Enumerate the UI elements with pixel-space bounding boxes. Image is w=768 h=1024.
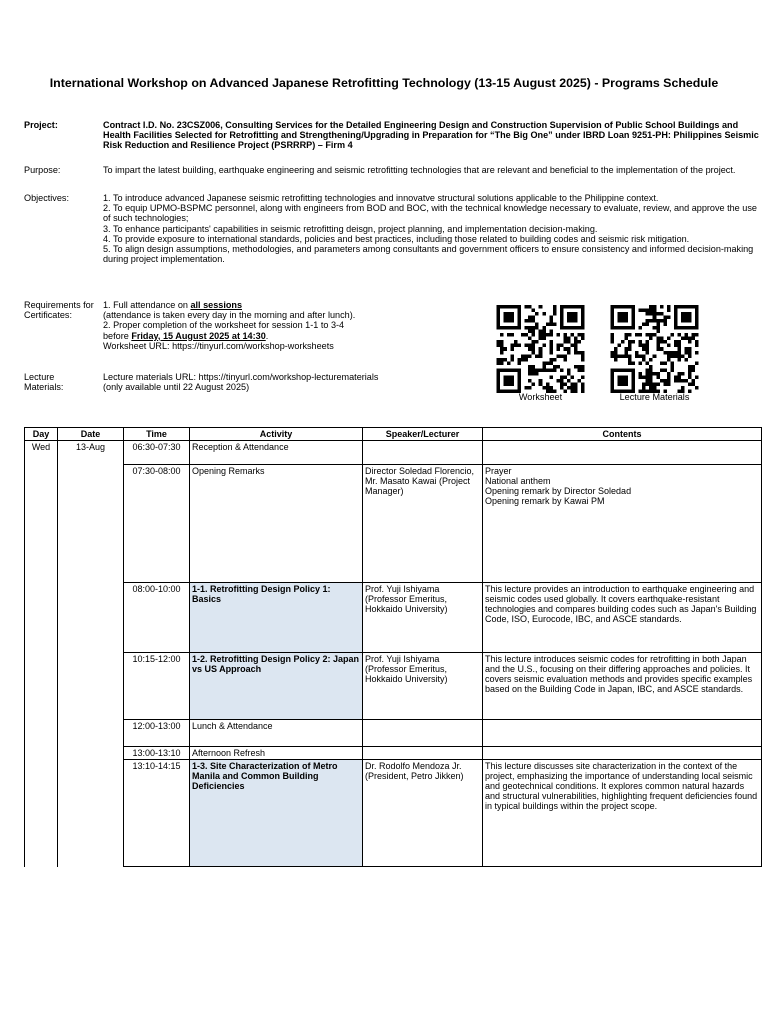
lecture-label-line2: Materials: (24, 382, 64, 393)
cell-day (25, 583, 58, 653)
requirement-line-1: 1. Full attendance on all sessions (103, 300, 243, 310)
worksheet-qr-caption: Worksheet (518, 392, 563, 402)
header-activity: Activity (190, 428, 363, 441)
table-row (25, 720, 762, 747)
worksheet-qr-code-icon[interactable] (495, 305, 586, 393)
cell-time: 07:30-08:00 (124, 465, 190, 583)
cell-speaker: Prof. Yuji Ishiyama (Professor Emeritus, Hokkaido University) (363, 583, 483, 653)
header-day: Day (25, 428, 58, 441)
table-header-row (25, 428, 762, 441)
lecture-availability: (only available until 22 August 2025) (103, 382, 250, 393)
objective-item: 1. To introduce advanced Japanese seismic retrofitting technologies and innovatve structural solutions applicable to the Philippine context. (103, 193, 659, 203)
cell-day (25, 747, 58, 760)
project-label: Project: (24, 120, 58, 130)
cell-activity: 1-2. Retrofitting Design Policy 2: Japan vs US Approach (190, 653, 363, 720)
all-sessions-emphasis: all sessions (190, 300, 243, 310)
cell-activity: Lunch & Attendance (190, 720, 363, 747)
header-date: Date (58, 428, 124, 441)
cell-date: 13-Aug (58, 441, 124, 465)
cell-contents: This lecture introduces seismic codes for retrofitting in both Japan and the U.S., focusing on their differing approaches and policies. It covers seismic evaluation methods and provides specific examples based on the Building Code in Japan, IBC, and ASCE standards. (483, 653, 762, 720)
cell-date (58, 653, 124, 720)
cell-time: 06:30-07:30 (124, 441, 190, 465)
cell-activity: 1-1. Retrofitting Design Policy 1: Basics (190, 583, 363, 653)
requirements-label-line1: Requirements for (24, 300, 94, 310)
lecture-materials-qr-code-icon[interactable] (609, 305, 700, 393)
cell-date (58, 720, 124, 747)
cell-contents (483, 747, 762, 760)
cell-speaker (363, 441, 483, 465)
cell-time: 13:10-14:15 (124, 760, 190, 867)
objectives-label: Objectives: (24, 193, 69, 203)
cell-speaker (363, 747, 483, 760)
cell-date (58, 760, 124, 867)
cell-activity: Afternoon Refresh (190, 747, 363, 760)
page-title: International Workshop on Advanced Japanese Retrofitting Technology (13-15 August 2025) - Programs Schedule (49, 76, 719, 90)
table-row (25, 465, 762, 583)
cell-contents: This lecture discusses site characterization in the context of the project, emphasizing the importance of understanding local seismic and geotechnical conditions. It explores common natural hazards and structural vulnerabilities, highlighting frequent deficiencies found in typical buildings within the project scope. (483, 760, 762, 867)
cell-contents: This lecture provides an introduction to earthquake engineering and seismic codes used globally. It covers earthquake-resistant technologies and compares building codes such as Japan's Building Code, ISO, Eurocode, IBC, and ASCE standards. (483, 583, 762, 653)
objective-item: 2. To equip UPMO-BSPMC personnel, along with engineers from BOD and BOC, with the technical knowledge necessary to evaluate, review, and approve the use of such technologies; (103, 203, 757, 224)
cell-speaker: Director Soledad Florencio, Mr. Masato Kawai (Project Manager) (363, 465, 483, 583)
purpose-label: Purpose: (24, 165, 61, 175)
requirement-line-2: (attendance is taken every day in the morning and after lunch). (103, 310, 356, 321)
cell-contents (483, 441, 762, 465)
cell-date (58, 747, 124, 760)
table-row (25, 760, 762, 867)
cell-activity: 1-3. Site Characterization of Metro Manila and Common Building Deficiencies (190, 760, 363, 867)
cell-activity: Reception & Attendance (190, 441, 363, 465)
table-row (25, 747, 762, 760)
lecture-label-line1: Lecture (24, 372, 55, 382)
header-contents: Contents (483, 428, 762, 441)
table-row (25, 441, 762, 465)
cell-speaker: Prof. Yuji Ishiyama (Professor Emeritus, Hokkaido University) (363, 653, 483, 720)
schedule-table (24, 427, 762, 867)
table-row (25, 583, 762, 653)
cell-speaker: Dr. Rodolfo Mendoza Jr. (President, Petro Jikken) (363, 760, 483, 867)
cell-day (25, 465, 58, 583)
requirement-line-3: 2. Proper completion of the worksheet for session 1-1 to 3-4 (103, 320, 345, 331)
objective-item: 4. To provide exposure to international standards, policies and best practices, including those related to building codes and seismic risk mitigation. (103, 233, 690, 244)
lecture-materials-qr-caption: Lecture Materials (619, 392, 690, 402)
cell-date (58, 583, 124, 653)
purpose-text: To impart the latest building, earthquake engineering and seismic retrofitting technologies that are relevant and beneficial to the implementation of the project. (103, 165, 736, 175)
project-text: Contract I.D. No. 23CSZ006, Consulting Services for the Detailed Engineering Design and Construction Supervision of Public School Buildings and Health Facilities Selected for Retrofitting and Strengthening/Upgrading in Preparation for “The Big One” under IBRD Loan 9251-PH: Philippines Seismic Risk Reduction and Resilience Project (PSRRRP) – Firm 4 (103, 120, 759, 151)
cell-day: Wed (25, 441, 58, 465)
header-time: Time (124, 428, 190, 441)
objective-item: 3. To enhance participants' capabilities in seismic retrofitting deisgn, project planning, and implementation decision-making. (103, 223, 598, 234)
cell-day (25, 653, 58, 720)
cell-day (25, 720, 58, 747)
cell-time: 08:00-10:00 (124, 583, 190, 653)
objective-item: 5. To align design assumptions, methodologies, and parameters among consultants and government officers to ensure consistency and informed decision-making during project implementation. (103, 244, 754, 265)
cell-day (25, 760, 58, 867)
cell-contents: Prayer National anthem Opening remark by Director Soledad Opening remark by Kawai PM (483, 465, 762, 583)
cell-time: 12:00-13:00 (124, 720, 190, 747)
requirement-line-4: before Friday, 15 August 2025 at 14:30. (103, 330, 269, 341)
table-row (25, 653, 762, 720)
header-speaker: Speaker/Lecturer (363, 428, 483, 441)
requirements-label-line2: Certificates: (24, 310, 73, 321)
lecture-url[interactable]: Lecture materials URL: https://tinyurl.com/workshop-lecturematerials (103, 372, 379, 382)
cell-speaker (363, 720, 483, 747)
requirements-label (24, 300, 114, 320)
cell-activity: Opening Remarks (190, 465, 363, 583)
deadline-emphasis: Friday, 15 August 2025 at 14:30 (131, 330, 266, 341)
objectives-list (103, 193, 763, 264)
cell-time: 13:00-13:10 (124, 747, 190, 760)
schedule-body (25, 441, 762, 867)
lecture-label (24, 372, 102, 392)
cell-contents (483, 720, 762, 747)
cell-date (58, 465, 124, 583)
cell-time: 10:15-12:00 (124, 653, 190, 720)
worksheet-url[interactable]: Worksheet URL: https://tinyurl.com/workshop-worksheets (103, 340, 334, 351)
